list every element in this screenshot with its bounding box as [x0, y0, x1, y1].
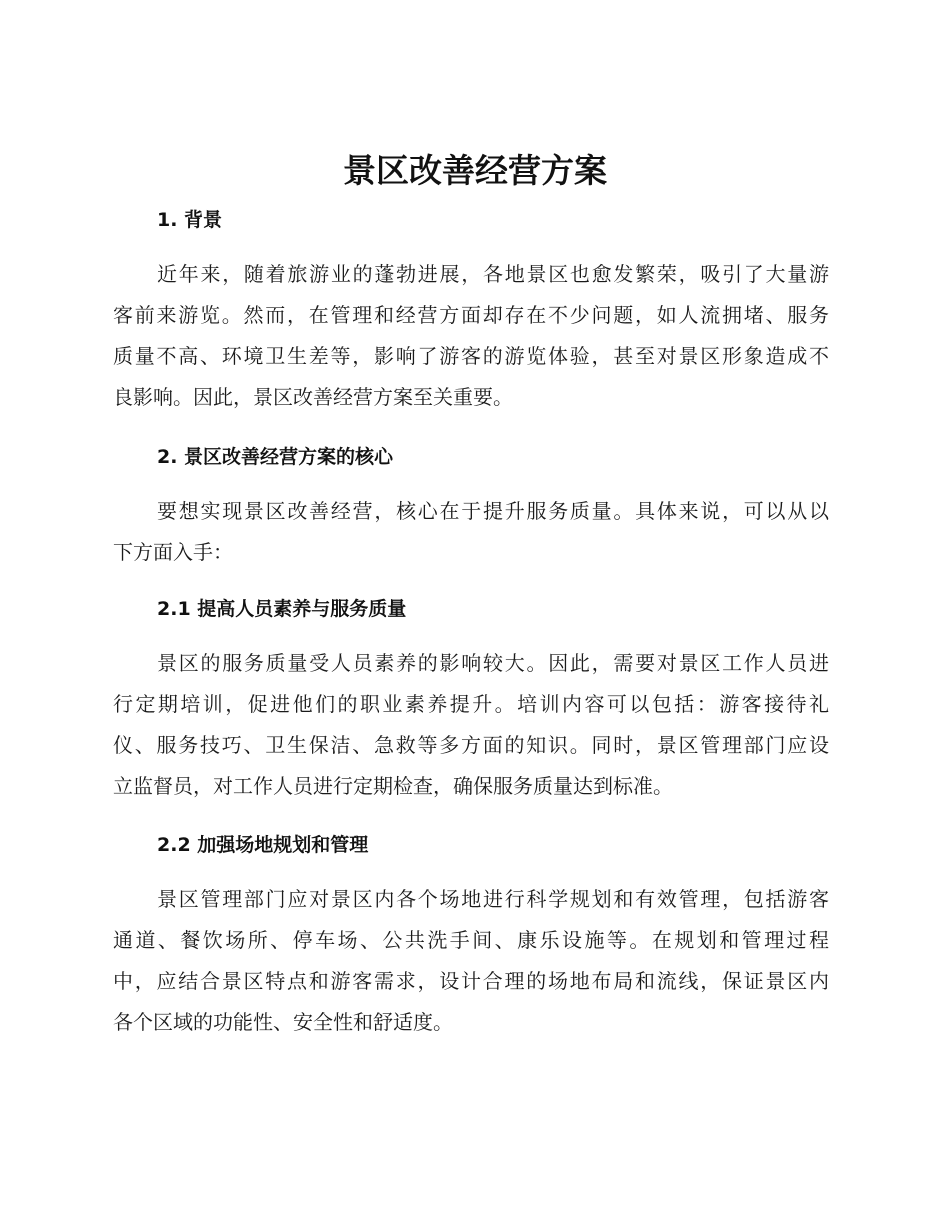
- paragraph-line: 立监督员，对工作人员进行定期检查，确保服务质量达到标准。: [113, 774, 673, 798]
- paragraph-line: 各个区域的功能性、安全性和舒适度。: [113, 1010, 453, 1034]
- paragraph-line: 通道、餐饮场所、停车场、公共洗手间、康乐设施等。在规划和管理过程: [113, 928, 829, 952]
- paragraph-background: [113, 254, 829, 418]
- paragraph-line: 下方面入手：: [113, 540, 233, 564]
- paragraph-line: 良影响。因此，景区改善经营方案至关重要。: [113, 385, 513, 409]
- paragraph-staff-quality: [113, 643, 829, 807]
- section-heading-core: 2. 景区改善经营方案的核心: [157, 446, 394, 468]
- paragraph-line: 近年来，随着旅游业的蓬勃进展，各地景区也愈发繁荣，吸引了大量游: [157, 262, 829, 286]
- paragraph-line: 行定期培训，促进他们的职业素养提升。培训内容可以包括：游客接待礼: [113, 692, 829, 716]
- paragraph-line: 质量不高、环境卫生差等，影响了游客的游览体验，甚至对景区形象造成不: [113, 344, 829, 368]
- section-heading-site-planning: 2.2 加强场地规划和管理: [157, 834, 369, 856]
- paragraph-line: 景区管理部门应对景区内各个场地进行科学规划和有效管理，包括游客: [157, 887, 829, 911]
- paragraph-line: 中，应结合景区特点和游客需求，设计合理的场地布局和流线，保证景区内: [113, 969, 829, 993]
- paragraph-core: [113, 491, 829, 573]
- paragraph-line: 仪、服务技巧、卫生保洁、急救等多方面的知识。同时，景区管理部门应设: [113, 733, 829, 757]
- document-title: 景区改善经营方案: [343, 151, 607, 190]
- paragraph-line: 客前来游览。然而，在管理和经营方面却存在不少问题，如人流拥堵、服务: [113, 303, 829, 327]
- paragraph-line: 景区的服务质量受人员素养的影响较大。因此，需要对景区工作人员进: [157, 651, 829, 675]
- paragraph-line: 要想实现景区改善经营，核心在于提升服务质量。具体来说，可以从以: [157, 499, 829, 523]
- section-heading-staff-quality: 2.1 提高人员素养与服务质量: [157, 598, 407, 620]
- section-heading-background: 1. 背景: [157, 209, 223, 231]
- paragraph-site-planning: [113, 879, 829, 1043]
